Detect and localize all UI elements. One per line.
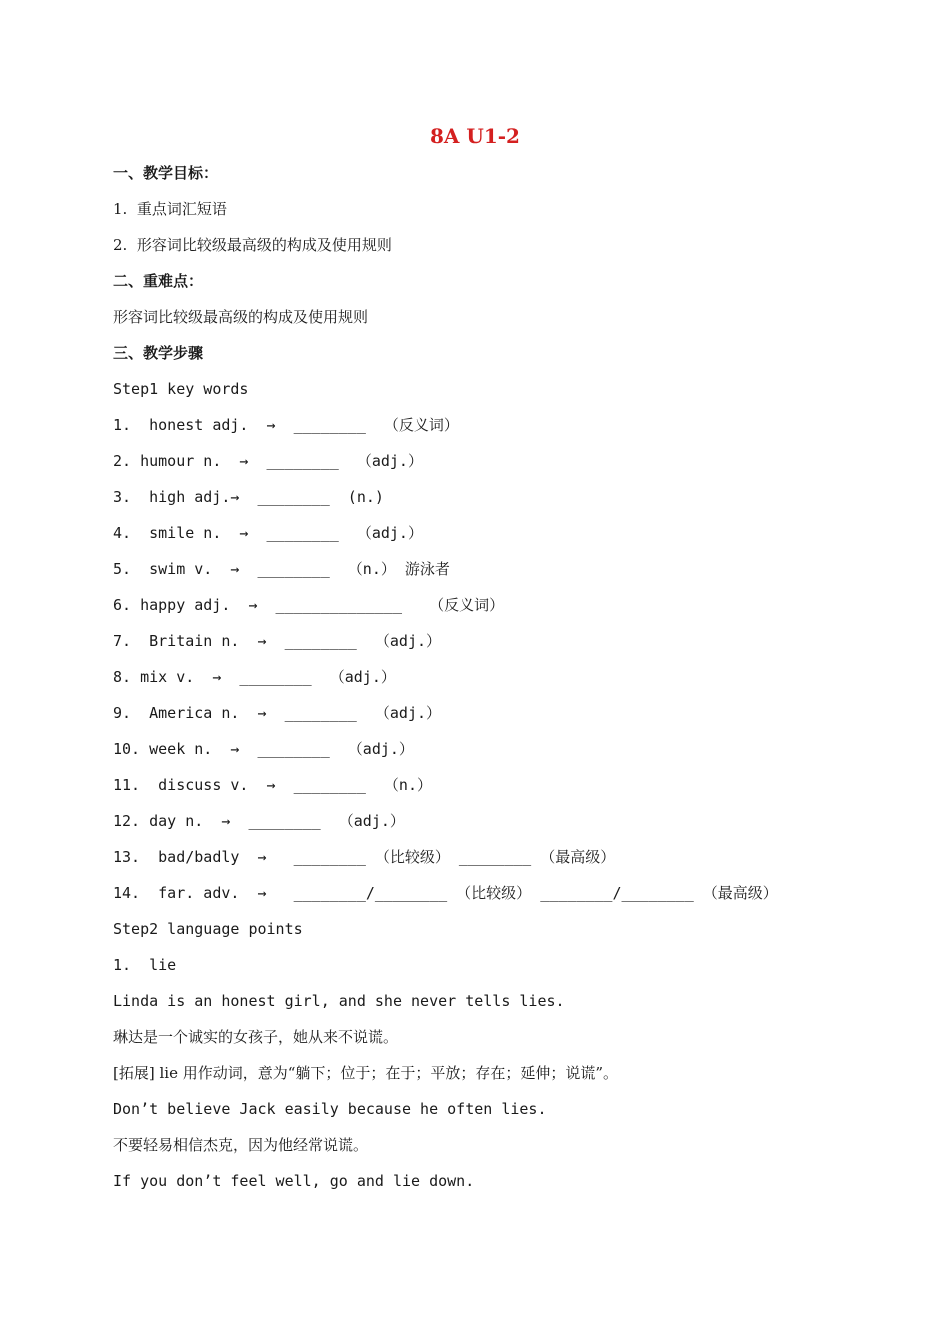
text-line: 琳达是一个诚实的女孩子，她从来不说谎。 [113, 1028, 399, 1046]
text-line: 1. lie [113, 956, 177, 974]
text-line: 1. 重点词汇短语 [113, 200, 227, 218]
document-title: 8A U1-2 [430, 124, 520, 148]
text-line: 2. humour n. → ________ （adj.） [113, 452, 423, 470]
section-heading: 三、教学步骤 [113, 344, 204, 362]
text-line: 2. 形容词比较级最高级的构成及使用规则 [113, 236, 392, 254]
text-line: 10. week n. → ________ （adj.） [113, 740, 414, 758]
text-line: If you don’t feel well, go and lie down. [113, 1172, 475, 1190]
text-line: 7. Britain n. → ________ （adj.） [113, 632, 442, 650]
text-line: 12. day n. → ________ （adj.） [113, 812, 405, 830]
document-body [113, 164, 873, 1208]
text-line: 6. happy adj. → ______________ （反义词） [113, 596, 505, 614]
text-line: 13. bad/badly → ________ （比较级） ________ （最高级） [113, 848, 616, 866]
text-line: 3. high adj.→ ________ (n.) [113, 488, 384, 506]
text-line: 8. mix v. → ________ （adj.） [113, 668, 396, 686]
text-line: 5. swim v. → ________ （n.） 游泳者 [113, 560, 450, 578]
text-line: 14. far. adv. → ________/________ （比较级） ________/________ （最高级） [113, 884, 778, 902]
text-line: 形容词比较级最高级的构成及使用规则 [113, 308, 369, 326]
text-line: 4. smile n. → ________ （adj.） [113, 524, 423, 542]
text-line: Don’t believe Jack easily because he often lies. [113, 1100, 547, 1118]
text-line: 11. discuss v. → ________ （n.） [113, 776, 432, 794]
text-line: 9. America n. → ________ （adj.） [113, 704, 442, 722]
section-heading: 一、教学目标： [113, 164, 219, 182]
text-line: Step2 language points [113, 920, 303, 938]
section-heading: 二、重难点： [113, 272, 204, 290]
text-line: 1. honest adj. → ________ （反义词） [113, 416, 459, 434]
text-line: Linda is an honest girl, and she never tells lies. [113, 992, 565, 1010]
text-line: 不要轻易相信杰克，因为他经常说谎。 [113, 1136, 369, 1154]
text-line: [拓展] lie 用作动词，意为“躺下；位于；在于；平放；存在；延伸；说谎”。 [113, 1064, 619, 1082]
text-line: Step1 key words [113, 380, 249, 398]
